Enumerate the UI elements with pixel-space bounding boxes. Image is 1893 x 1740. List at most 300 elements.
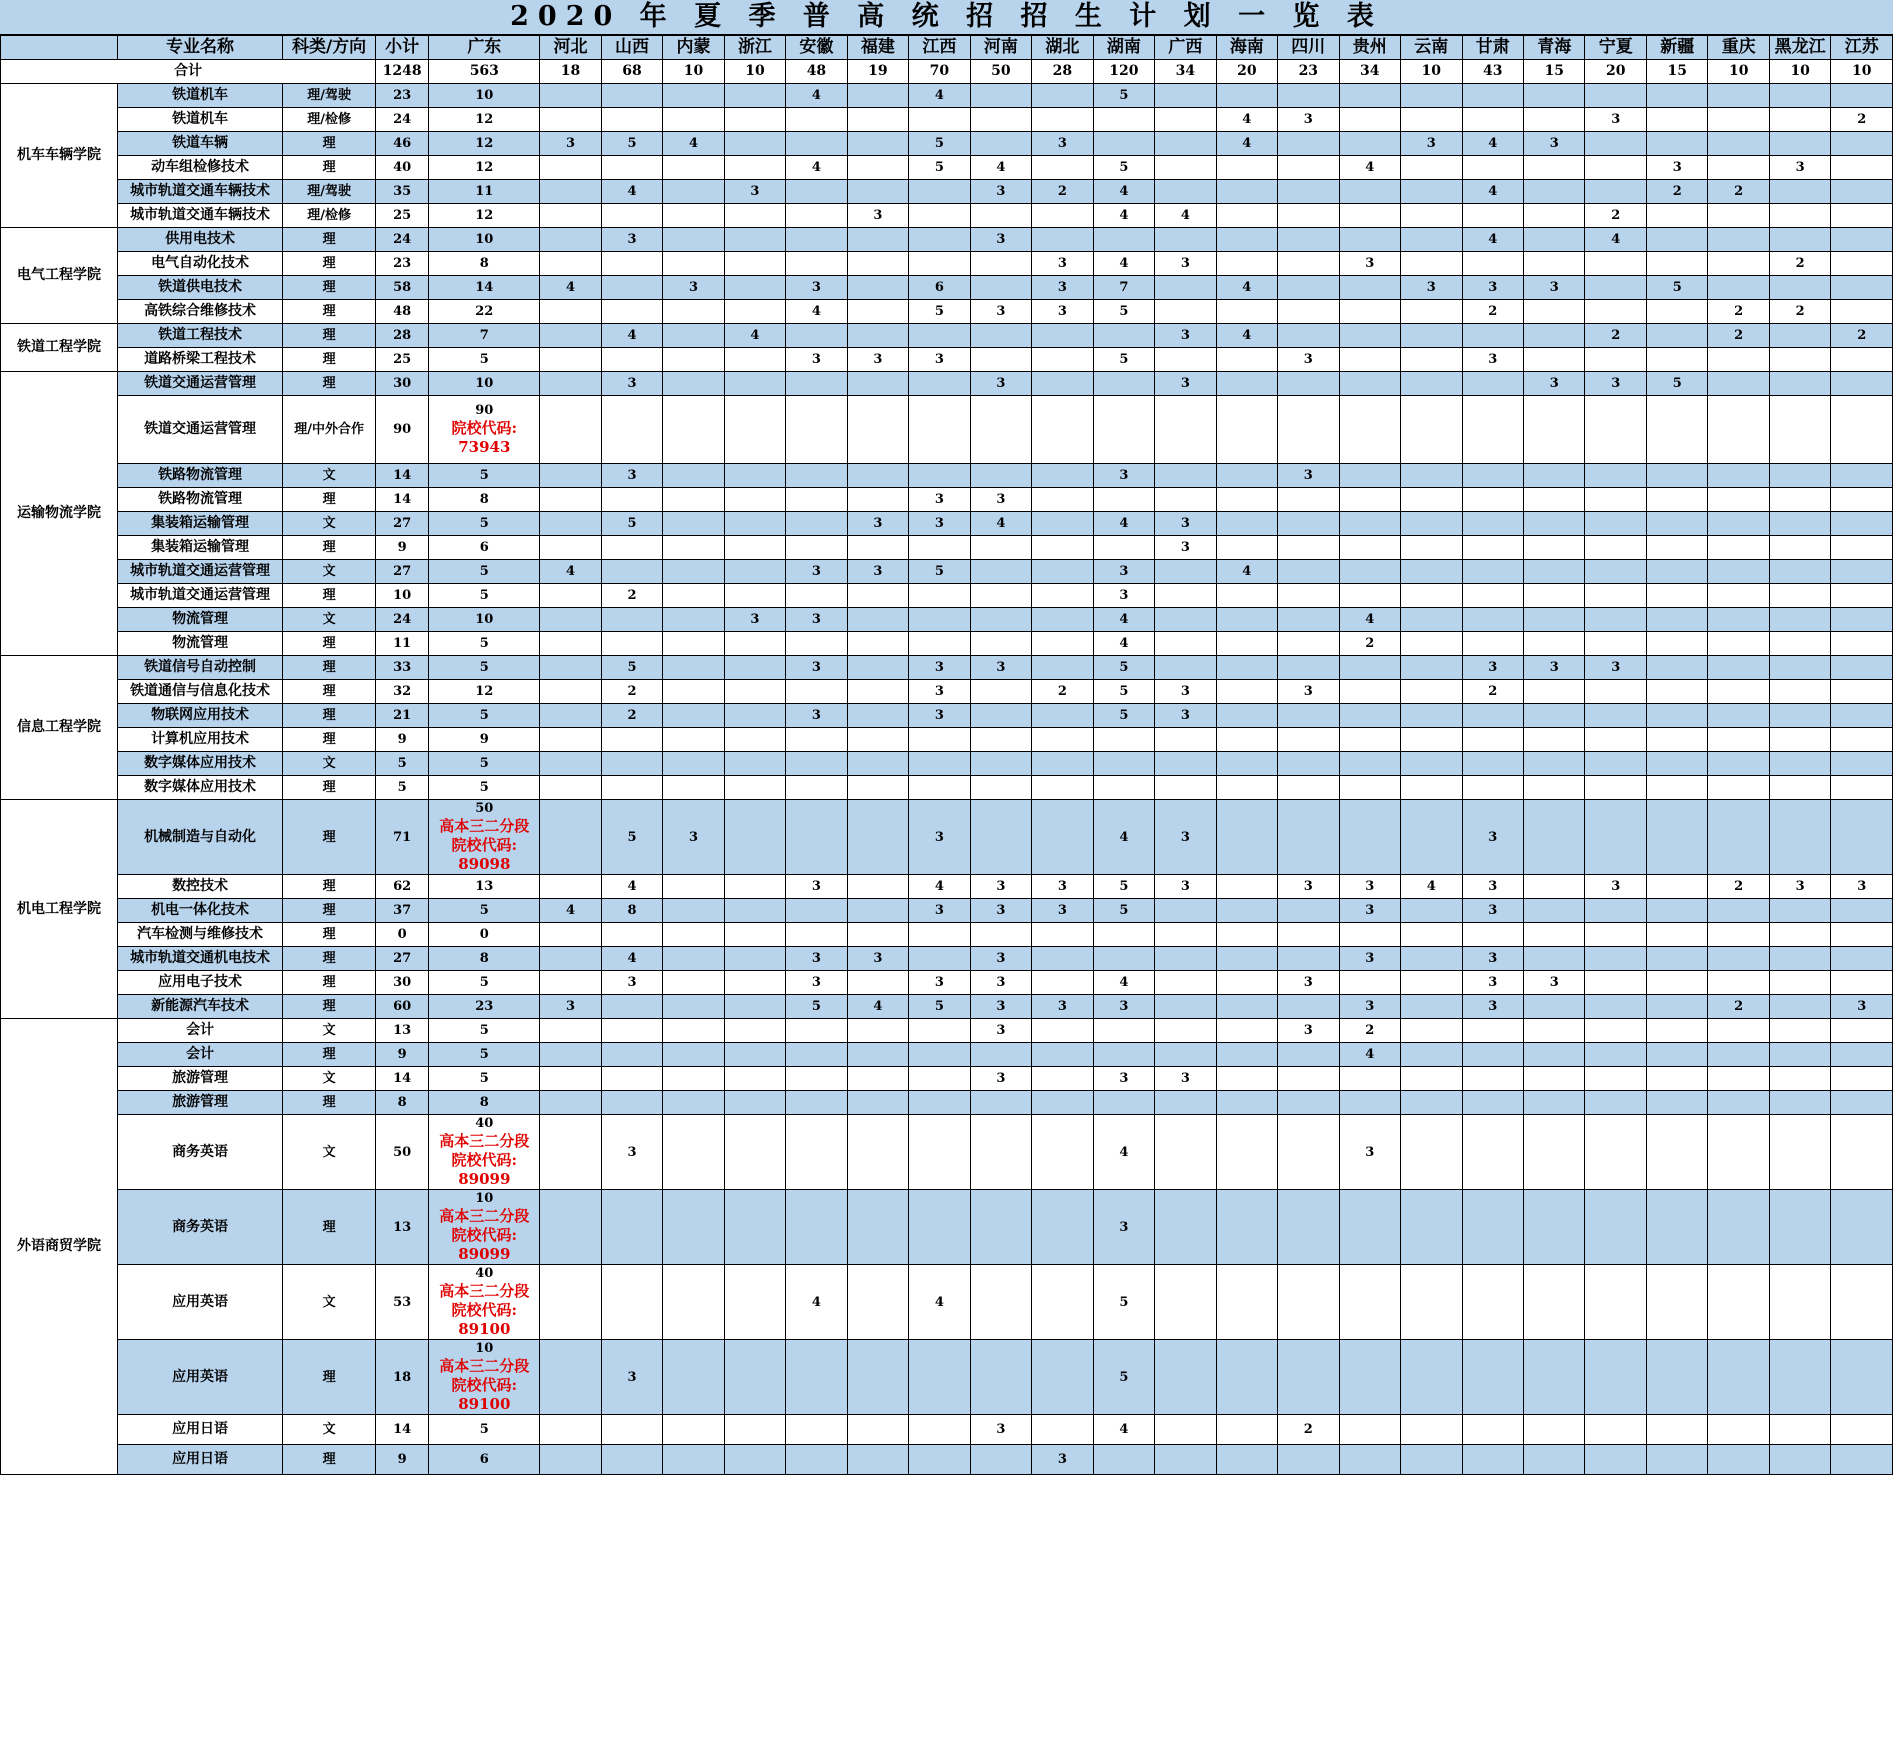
province-cell xyxy=(663,372,724,396)
province-cell xyxy=(1585,584,1646,608)
province-cell xyxy=(847,752,908,776)
major-name: 铁道车辆 xyxy=(117,132,282,156)
guangdong-value: 5 xyxy=(479,636,489,651)
guangdong-value: 10 xyxy=(475,88,494,103)
province-cell: 4 xyxy=(786,300,847,324)
province-cell xyxy=(1401,180,1462,204)
table-row xyxy=(1,947,1893,971)
major-name: 铁道信号自动控制 xyxy=(117,656,282,680)
province-cell xyxy=(909,464,970,488)
province-cell: 3 xyxy=(1032,252,1093,276)
province-cell xyxy=(1646,1115,1707,1190)
province-cell xyxy=(663,536,724,560)
province-cell xyxy=(1831,156,1893,180)
province-cell xyxy=(1585,180,1646,204)
header-province: 宁夏 xyxy=(1585,36,1646,60)
province-cell xyxy=(1585,800,1646,875)
header-province: 内蒙 xyxy=(663,36,724,60)
province-cell xyxy=(1524,1415,1585,1445)
province-cell: 4 xyxy=(1216,560,1277,584)
province-cell xyxy=(1032,752,1093,776)
province-cell xyxy=(1155,108,1216,132)
province-cell: 4 xyxy=(1462,180,1523,204)
totals-value: 10 xyxy=(1769,60,1830,84)
guangdong-cell xyxy=(429,995,540,1019)
province-cell xyxy=(1216,180,1277,204)
province-cell xyxy=(1524,228,1585,252)
province-cell: 3 xyxy=(909,680,970,704)
province-cell xyxy=(540,324,601,348)
subtotal-cell: 90 xyxy=(375,396,428,464)
major-name: 机电一体化技术 xyxy=(117,899,282,923)
category-cell: 理 xyxy=(283,1340,376,1415)
province-cell: 3 xyxy=(1155,372,1216,396)
province-cell xyxy=(663,728,724,752)
guangdong-cell xyxy=(429,1019,540,1043)
province-cell xyxy=(847,300,908,324)
category-cell: 文 xyxy=(283,512,376,536)
province-cell xyxy=(909,204,970,228)
province-cell xyxy=(1093,728,1154,752)
province-cell xyxy=(1585,680,1646,704)
province-cell xyxy=(970,1190,1031,1265)
province-cell: 3 xyxy=(909,656,970,680)
province-cell: 5 xyxy=(786,995,847,1019)
table-row xyxy=(1,728,1893,752)
province-cell xyxy=(663,180,724,204)
province-cell xyxy=(786,800,847,875)
province-cell xyxy=(1708,536,1769,560)
province-cell: 3 xyxy=(1401,132,1462,156)
province-cell xyxy=(1646,1415,1707,1445)
province-cell xyxy=(1585,1340,1646,1415)
subtotal-cell: 21 xyxy=(375,704,428,728)
province-cell: 4 xyxy=(1093,632,1154,656)
province-cell xyxy=(724,632,785,656)
province-cell xyxy=(970,608,1031,632)
province-cell xyxy=(1155,752,1216,776)
province-cell xyxy=(1585,464,1646,488)
totals-label: 合计 xyxy=(1,60,376,84)
province-cell xyxy=(1401,1265,1462,1340)
province-cell xyxy=(1831,1340,1893,1415)
major-name: 物流管理 xyxy=(117,632,282,656)
province-cell xyxy=(909,396,970,464)
province-cell: 3 xyxy=(970,656,1031,680)
province-cell: 4 xyxy=(1462,132,1523,156)
province-cell xyxy=(970,776,1031,800)
category-cell: 理 xyxy=(283,632,376,656)
province-cell xyxy=(1708,372,1769,396)
province-cell: 3 xyxy=(1278,1019,1339,1043)
province-cell xyxy=(601,1445,662,1475)
province-cell xyxy=(1524,1115,1585,1190)
province-cell xyxy=(1093,324,1154,348)
header-province: 重庆 xyxy=(1708,36,1769,60)
subtotal-cell: 27 xyxy=(375,512,428,536)
province-cell xyxy=(1769,324,1830,348)
guangdong-value: 50 xyxy=(475,801,494,816)
province-cell xyxy=(1278,488,1339,512)
province-cell xyxy=(1831,584,1893,608)
guangdong-cell xyxy=(429,680,540,704)
province-cell xyxy=(1769,84,1830,108)
province-cell xyxy=(1216,204,1277,228)
province-cell xyxy=(1831,228,1893,252)
category-cell: 理 xyxy=(283,228,376,252)
subtotal-cell: 14 xyxy=(375,464,428,488)
province-cell xyxy=(1032,108,1093,132)
subtotal-cell: 27 xyxy=(375,947,428,971)
major-name: 应用日语 xyxy=(117,1415,282,1445)
totals-value: 10 xyxy=(1401,60,1462,84)
province-cell xyxy=(1646,776,1707,800)
province-cell xyxy=(1339,1445,1400,1475)
province-cell xyxy=(1524,1265,1585,1340)
province-cell xyxy=(1462,1415,1523,1445)
province-cell: 3 xyxy=(1524,132,1585,156)
province-cell: 3 xyxy=(786,704,847,728)
province-cell xyxy=(1032,1340,1093,1415)
province-cell xyxy=(663,396,724,464)
province-cell xyxy=(601,1091,662,1115)
major-name: 汽车检测与维修技术 xyxy=(117,923,282,947)
province-cell xyxy=(1155,1190,1216,1265)
province-cell xyxy=(1216,971,1277,995)
province-cell: 4 xyxy=(1093,971,1154,995)
province-cell xyxy=(1585,1265,1646,1340)
guangdong-cell xyxy=(429,180,540,204)
province-cell xyxy=(1462,632,1523,656)
province-cell xyxy=(663,1043,724,1067)
province-cell: 5 xyxy=(1093,899,1154,923)
province-cell xyxy=(540,776,601,800)
guangdong-cell xyxy=(429,512,540,536)
province-cell xyxy=(601,560,662,584)
province-cell xyxy=(663,324,724,348)
province-cell xyxy=(970,536,1031,560)
province-cell xyxy=(663,1091,724,1115)
province-cell xyxy=(1769,608,1830,632)
subtotal-cell: 46 xyxy=(375,132,428,156)
province-cell xyxy=(970,680,1031,704)
province-cell: 2 xyxy=(601,680,662,704)
table-row xyxy=(1,560,1893,584)
province-cell xyxy=(970,108,1031,132)
province-cell xyxy=(847,776,908,800)
province-cell xyxy=(1831,680,1893,704)
province-cell xyxy=(1646,800,1707,875)
major-name: 铁道通信与信息化技术 xyxy=(117,680,282,704)
province-cell xyxy=(724,923,785,947)
province-cell: 3 xyxy=(1585,656,1646,680)
province-cell xyxy=(1155,396,1216,464)
province-cell xyxy=(1278,995,1339,1019)
province-cell xyxy=(1339,971,1400,995)
province-cell: 4 xyxy=(1093,1115,1154,1190)
table-row xyxy=(1,875,1893,899)
college-name: 运输物流学院 xyxy=(1,372,118,656)
major-name: 铁道机车 xyxy=(117,108,282,132)
province-cell xyxy=(786,108,847,132)
province-cell xyxy=(786,632,847,656)
province-cell xyxy=(1769,396,1830,464)
province-cell xyxy=(1708,276,1769,300)
province-cell xyxy=(1646,656,1707,680)
province-cell xyxy=(1278,656,1339,680)
header-province: 山西 xyxy=(601,36,662,60)
table-row xyxy=(1,1445,1893,1475)
province-cell xyxy=(1524,584,1585,608)
province-cell xyxy=(1524,680,1585,704)
province-cell xyxy=(1708,752,1769,776)
province-cell xyxy=(540,300,601,324)
province-cell xyxy=(786,1340,847,1415)
province-cell xyxy=(1646,1190,1707,1265)
province-cell xyxy=(1216,512,1277,536)
province-cell xyxy=(1032,971,1093,995)
province-cell xyxy=(1093,488,1154,512)
table-row xyxy=(1,1115,1893,1190)
province-cell xyxy=(1831,923,1893,947)
province-cell xyxy=(847,536,908,560)
guangdong-cell xyxy=(429,228,540,252)
province-cell: 3 xyxy=(909,971,970,995)
province-cell xyxy=(1339,728,1400,752)
table-row xyxy=(1,608,1893,632)
province-cell xyxy=(1401,372,1462,396)
province-cell: 4 xyxy=(1093,608,1154,632)
table-row xyxy=(1,680,1893,704)
province-cell xyxy=(1155,488,1216,512)
province-cell xyxy=(1155,923,1216,947)
province-cell xyxy=(1216,228,1277,252)
province-cell xyxy=(847,132,908,156)
province-cell xyxy=(1401,632,1462,656)
province-cell: 3 xyxy=(1339,947,1400,971)
province-cell xyxy=(1708,1019,1769,1043)
college-name: 电气工程学院 xyxy=(1,228,118,324)
province-cell xyxy=(786,396,847,464)
subtotal-cell: 0 xyxy=(375,923,428,947)
totals-value: 15 xyxy=(1646,60,1707,84)
major-name: 物联网应用技术 xyxy=(117,704,282,728)
province-cell xyxy=(1401,348,1462,372)
guangdong-value: 5 xyxy=(479,708,489,723)
province-cell xyxy=(1708,608,1769,632)
category-cell: 文 xyxy=(283,1115,376,1190)
totals-value: 34 xyxy=(1339,60,1400,84)
guangdong-value: 10 xyxy=(475,612,494,627)
category-cell: 理 xyxy=(283,800,376,875)
province-cell: 3 xyxy=(786,348,847,372)
province-cell: 3 xyxy=(786,656,847,680)
province-cell xyxy=(1769,776,1830,800)
province-cell xyxy=(1339,1067,1400,1091)
province-cell xyxy=(724,995,785,1019)
province-cell xyxy=(1032,923,1093,947)
province-cell xyxy=(1769,1340,1830,1415)
category-cell: 理 xyxy=(283,1445,376,1475)
province-cell xyxy=(1831,1043,1893,1067)
province-cell xyxy=(601,84,662,108)
subtotal-cell: 28 xyxy=(375,324,428,348)
province-cell xyxy=(1524,560,1585,584)
province-cell xyxy=(1646,875,1707,899)
province-cell: 3 xyxy=(1462,276,1523,300)
province-cell: 3 xyxy=(1831,875,1893,899)
subtotal-cell: 23 xyxy=(375,252,428,276)
province-cell xyxy=(1278,84,1339,108)
table-row xyxy=(1,252,1893,276)
province-cell xyxy=(1401,512,1462,536)
province-cell xyxy=(1769,728,1830,752)
province-cell xyxy=(970,1340,1031,1415)
subtotal-cell: 53 xyxy=(375,1265,428,1340)
province-cell xyxy=(724,396,785,464)
major-name: 城市轨道交通车辆技术 xyxy=(117,204,282,228)
table-row xyxy=(1,300,1893,324)
subtotal-cell: 9 xyxy=(375,1043,428,1067)
province-cell xyxy=(1093,1445,1154,1475)
guangdong-cell xyxy=(429,464,540,488)
province-cell: 4 xyxy=(1093,1415,1154,1445)
province-cell xyxy=(1524,396,1585,464)
province-cell xyxy=(1216,704,1277,728)
province-cell xyxy=(601,156,662,180)
province-cell xyxy=(1708,488,1769,512)
province-cell xyxy=(1155,1445,1216,1475)
province-cell xyxy=(1462,84,1523,108)
province-cell xyxy=(1524,752,1585,776)
major-name: 商务英语 xyxy=(117,1190,282,1265)
guangdong-cell xyxy=(429,276,540,300)
province-cell: 3 xyxy=(1093,1190,1154,1265)
guangdong-value: 12 xyxy=(475,208,494,223)
province-cell: 3 xyxy=(601,372,662,396)
province-cell xyxy=(1216,923,1277,947)
province-cell xyxy=(970,252,1031,276)
province-cell xyxy=(1401,1043,1462,1067)
major-name: 数字媒体应用技术 xyxy=(117,752,282,776)
subtotal-cell: 25 xyxy=(375,204,428,228)
major-name: 铁道机车 xyxy=(117,84,282,108)
province-cell xyxy=(1093,752,1154,776)
province-cell: 3 xyxy=(1462,995,1523,1019)
province-cell xyxy=(1462,1265,1523,1340)
province-cell xyxy=(540,1091,601,1115)
guangdong-value: 10 xyxy=(475,1191,494,1206)
province-cell: 3 xyxy=(1155,875,1216,899)
province-cell xyxy=(909,923,970,947)
table-row xyxy=(1,776,1893,800)
province-cell: 4 xyxy=(601,947,662,971)
subtotal-cell: 71 xyxy=(375,800,428,875)
province-cell xyxy=(1524,947,1585,971)
province-cell xyxy=(1708,1091,1769,1115)
header-province: 湖南 xyxy=(1093,36,1154,60)
table-row xyxy=(1,800,1893,875)
province-cell: 2 xyxy=(1462,680,1523,704)
table-row xyxy=(1,372,1893,396)
province-cell xyxy=(1585,348,1646,372)
province-cell xyxy=(1278,704,1339,728)
province-cell xyxy=(1708,1340,1769,1415)
province-cell xyxy=(540,1445,601,1475)
province-cell xyxy=(1524,1043,1585,1067)
school-code-note: 高本三二分段 xyxy=(439,1207,530,1225)
subtotal-cell: 23 xyxy=(375,84,428,108)
province-cell xyxy=(1032,632,1093,656)
major-name: 会计 xyxy=(117,1019,282,1043)
province-cell: 3 xyxy=(1032,995,1093,1019)
province-cell: 4 xyxy=(1093,512,1154,536)
province-cell: 3 xyxy=(970,995,1031,1019)
province-cell xyxy=(970,800,1031,875)
subtotal-cell: 48 xyxy=(375,300,428,324)
province-cell xyxy=(601,1019,662,1043)
province-cell xyxy=(1831,1190,1893,1265)
guangdong-cell xyxy=(429,324,540,348)
province-cell xyxy=(1769,947,1830,971)
province-cell xyxy=(1093,132,1154,156)
province-cell xyxy=(663,1019,724,1043)
province-cell xyxy=(1708,656,1769,680)
province-cell: 4 xyxy=(970,512,1031,536)
school-code-note: 院校代码: xyxy=(451,1226,518,1244)
province-cell xyxy=(1216,656,1277,680)
province-cell: 3 xyxy=(1769,875,1830,899)
province-cell xyxy=(1155,1340,1216,1415)
province-cell xyxy=(1708,584,1769,608)
province-cell xyxy=(1524,875,1585,899)
province-cell xyxy=(540,396,601,464)
province-cell xyxy=(1032,947,1093,971)
subtotal-cell: 35 xyxy=(375,180,428,204)
province-cell xyxy=(663,560,724,584)
province-cell xyxy=(663,899,724,923)
totals-value: 43 xyxy=(1462,60,1523,84)
province-cell xyxy=(1462,372,1523,396)
province-cell xyxy=(601,728,662,752)
province-cell xyxy=(1216,252,1277,276)
province-cell: 4 xyxy=(786,84,847,108)
table-row xyxy=(1,1067,1893,1091)
totals-value: 48 xyxy=(786,60,847,84)
province-cell: 3 xyxy=(1032,875,1093,899)
province-cell xyxy=(1585,632,1646,656)
province-cell xyxy=(1462,324,1523,348)
province-cell xyxy=(1032,800,1093,875)
province-cell: 3 xyxy=(1032,1445,1093,1475)
table-row xyxy=(1,464,1893,488)
province-cell xyxy=(909,1190,970,1265)
sheet-title: 2020 年 夏 季 普 高 统 招 招 生 计 划 一 览 表 xyxy=(0,0,1893,35)
province-cell xyxy=(1155,1019,1216,1043)
province-cell: 3 xyxy=(970,1415,1031,1445)
province-cell: 4 xyxy=(909,1265,970,1340)
totals-value: 10 xyxy=(663,60,724,84)
province-cell xyxy=(724,108,785,132)
province-cell xyxy=(724,276,785,300)
province-cell xyxy=(1401,204,1462,228)
province-cell xyxy=(1155,971,1216,995)
major-name: 高铁综合维修技术 xyxy=(117,300,282,324)
province-cell xyxy=(540,156,601,180)
province-cell xyxy=(724,1091,785,1115)
province-cell: 2 xyxy=(1339,1019,1400,1043)
school-code-note: 89098 xyxy=(458,855,511,873)
